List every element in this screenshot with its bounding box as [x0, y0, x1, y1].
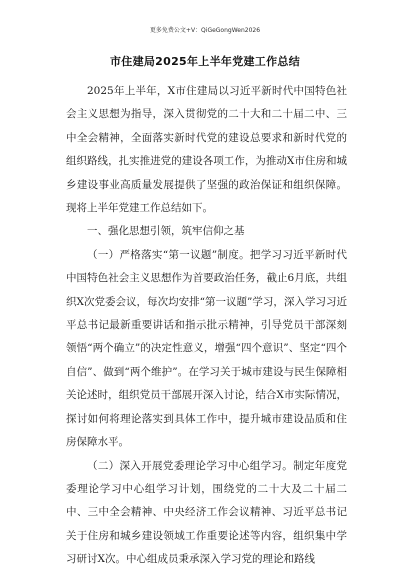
document-body [66, 80, 347, 572]
body-paragraph: （二）深入开展党委理论学习中心组学习。制定年度党委理论学习中心组学习计划，围绕党的二十大及二十届二中、三中全会精神、中央经济工作会议精神、习近平总书记关于住房和城乡建设领域工作重要论述等内容，组织集中学习研讨X次。中心组成员秉承深入学习党的理论和路线 [66, 459, 347, 566]
intro-paragraph: 2025年上半年，X市住建局以习近平新时代中国特色社会主义思想为指导，深入贯彻党的二十大和二十届二中、三中全会精神，全面落实新时代党的建设总要求和新时代党的组织路线，扎实推进党的建设各项工作，为推动X市住房和城乡建设事业高质量发展提供了坚强的政治保证和组织保障。现将上半年党建工作总结如下。 [66, 85, 347, 215]
header-note: 更多免费公文+V：QiGeGongWen2026 [149, 27, 261, 34]
document-title: 市住建局2025年上半年党建工作总结 [109, 55, 300, 68]
body-paragraph: （一）严格落实“第一议题”制度。把学习习近平新时代中国特色社会主义思想作为首要政治任务，截止6月底，共组织X次党委会议，每次均安排“第一议题”学习，深入学习习近平总书记最新重要讲话和指示批示精神，引导党员干部深刻领悟“两个确立”的决定性意义，增强“四个意识”、坚定“四个自信”、做到“两个维护”。在学习关于城市建设与民生保障相关论述时，组织党员干部展开深入讨论，结合X市实际情况，探讨如何将理论落实到具体工作中，提升城市建设品质和住房保障水平。 [66, 248, 347, 449]
section-heading: 一、强化思想引领，筑牢信仰之基 [87, 225, 245, 238]
